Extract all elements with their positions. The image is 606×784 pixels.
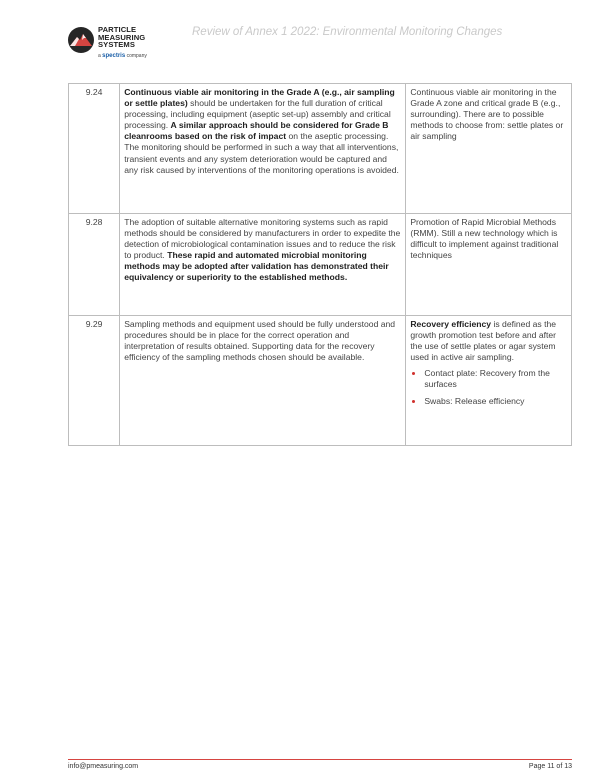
logo-line-3: SYSTEMS — [98, 40, 135, 50]
list-item — [410, 396, 567, 407]
logo-sub-brand: spectris — [102, 53, 126, 59]
clause-number: 9.29 — [69, 316, 120, 446]
commentary-paragraph — [410, 319, 567, 363]
logo-sub-prefix: a — [98, 53, 101, 59]
logo-wordmark — [98, 26, 145, 49]
commentary-bullet-list — [410, 368, 567, 406]
company-logo — [67, 24, 177, 64]
logo-mountain-icon — [67, 26, 95, 54]
page-header — [0, 0, 606, 80]
requirement-segment: The adoption of suitable alternative monitoring systems such as rapid methods should be considered by manufacturers in order to expedite the detection of microbiological contamination issues and to reduce the risk to product. — [124, 217, 401, 261]
bullet-icon — [412, 400, 415, 403]
requirement-segment: Sampling methods and equipment used should be fully understood and procedures should be in place for the correct operation and interpretation of results obtained. Supporting data for the recovery efficiency of the sampling methods chosen should be available. — [124, 319, 396, 363]
bullet-icon — [412, 372, 415, 375]
clause-number: 9.28 — [69, 214, 120, 316]
requirement-emphasis: Continuous viable air monitoring in the Grade A (e.g., air sampling or settle plates) — [124, 87, 395, 109]
commentary-text — [406, 214, 572, 316]
requirement-text — [120, 214, 406, 316]
logo-line-1: PARTICLE — [98, 25, 137, 34]
list-item — [410, 368, 567, 390]
requirement-text — [120, 84, 406, 214]
logo-subline — [98, 53, 147, 59]
review-table — [68, 83, 572, 446]
clause-number: 9.24 — [69, 84, 120, 214]
commentary-text — [406, 84, 572, 214]
commentary-emphasis: Recovery efficiency — [410, 319, 492, 329]
table-row — [69, 84, 572, 214]
document-title: Review of Annex 1 2022: Environmental Monitoring Changes — [192, 26, 503, 38]
table-row — [69, 214, 572, 316]
commentary-paragraph — [410, 217, 567, 261]
bullet-text: Swabs: Release efficiency — [424, 395, 525, 406]
page-number: Page 11 of 13 — [528, 763, 572, 770]
requirement-emphasis: A similar approach should be considered for Grade B cleanrooms based on the risk of impact — [124, 120, 389, 142]
commentary-segment: Promotion of Rapid Microbial Methods (RMM). Still a new technology which is difficult to implement against traditional techniques — [410, 217, 559, 261]
review-table-body — [69, 84, 572, 446]
table-row — [69, 316, 572, 446]
footer-divider — [68, 759, 572, 760]
commentary-paragraph — [410, 87, 567, 142]
commentary-segment: Continuous viable air monitoring in the Grade A zone and critical grade B (e.g., surrounding). There are to possible methods to choose from: settle plates or air sampling — [410, 87, 564, 142]
logo-sub-suffix: company — [126, 53, 147, 59]
requirement-segment: on the aseptic processing. The monitoring should be performed in such a way that all interventions, transient events and any system deterioration would be captured and any risk caused by interventions of the monitoring operations is avoided. — [124, 131, 399, 175]
bullet-text: Contact plate: Recovery from the surfaces — [424, 368, 550, 390]
commentary-text — [406, 316, 572, 446]
requirement-emphasis: These rapid and automated microbial monitoring methods may be adopted after validation has demonstrated their equivalency or superiority to the established methods. — [124, 250, 389, 283]
footer-email[interactable]: info@pmeasuring.com — [68, 763, 139, 770]
requirement-text — [120, 316, 406, 446]
commentary-segment: is defined as the growth promotion test before and after the use of settle plates or agar system used in active air sampling. — [410, 319, 557, 363]
requirement-segment: should be undertaken for the full duration of critical processing, including equipment (aseptic set-up) assembly and critical processing. — [124, 98, 391, 131]
logo-line-2: MEASURING — [98, 32, 146, 42]
